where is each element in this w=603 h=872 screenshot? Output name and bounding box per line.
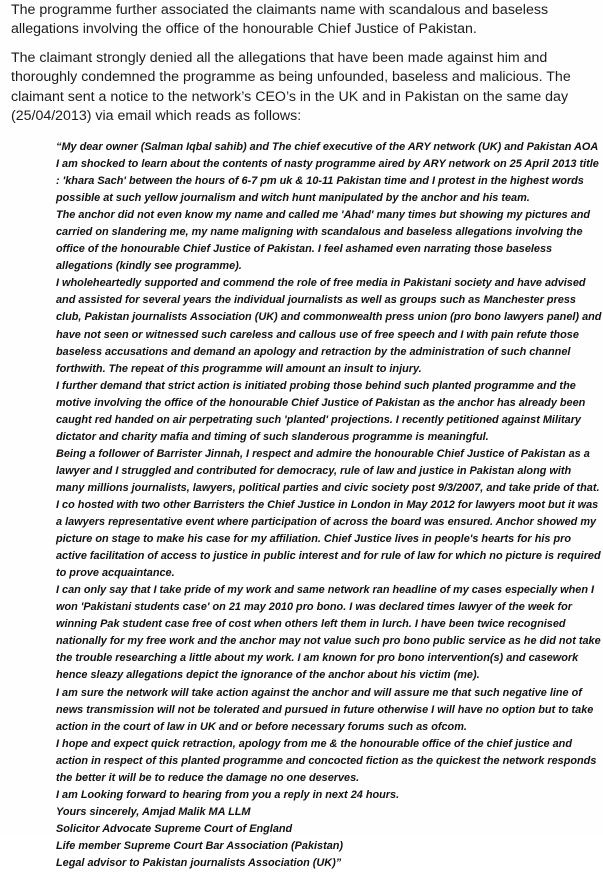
- quote-paragraph-jinnah: Being a follower of Barrister Jinnah, I respect and admire the honourable Chief Justice of Pakistan as a lawyer and I struggled and contributed for democracy, rule of law and justice in Pakistan along with many millions journalists, lawyers, political parties and civic society post 9/3/2007, and take pride of that. I co hosted with two other Barristers the Chief Justice in London in May 2012 for lawyers moot but it was a lawyers representative event where participation of across the board was ensured. Anchor showed my picture on stage to make his case for my affiliation. Chief Justice lives in people's hearts for his pro active facilitation of access to justice in public interest and for rule of law for which no picture is required to prove acquaintance.: [56, 447, 601, 580]
- signature-title-bar-association: Life member Supreme Court Bar Association (Pakistan): [56, 839, 344, 852]
- quote-paragraph-looking-forward: I am Looking forward to hearing from you a reply in next 24 hours.: [56, 788, 400, 801]
- quote-paragraph-opening: “My dear owner (Salman Iqbal sahib) and The chief executive of the ARY network (UK) and Pakistan AOA I am shocked to learn about the contents of nasty programme aired by ARY network on 25 April 2013 title : 'khara Sach' between the hours of 6-7 pm uk & 10-11 Pakistan time and I protest in the highest words possible at such yellow journalism and witch hunt manipulated by the anchor and his team.: [56, 141, 599, 205]
- signature-line: Yours sincerely, Amjad Malik MA LLM: [56, 805, 251, 818]
- quote-paragraph-anchor: The anchor did not even know my name and called me 'Ahad' many times but showing my pictures and carried on slandering me, my name maligning with scandalous and baseless allegations involving the office of the honourable Chief Justice of Pakistan. I feel ashamed even narrating those baseless allegations (kindly see programme).: [56, 209, 591, 273]
- quote-paragraph-action: I am sure the network will take action against the anchor and will assure me that such negative line of news transmission will not be tolerated and pursued in future otherwise I will have no option but to take action in the court of law in UK and or before necessary forums such as ofcom.: [56, 686, 594, 733]
- intro-paragraph-denial: The claimant strongly denied all the allegations that have been made against him and thoroughly condemned the programme as being unfounded, baseless and malicious. The claimant sent a notice to the network’s CEO’s in the UK and in Pakistan on the same day (25/04/2013) via email which reads as follows:: [11, 50, 571, 124]
- quote-paragraph-pride: I can only say that I take pride of my work and same network ran headline of my cases especially when I won 'Pakistani students case' on 21 may 2010 pro bono. I was declared times lawyer of the week for winning Pak student case free of cost when others left them in lurch. I have been twice recognised nationally for my free work and the anchor may not value such pro bono public service as he did not take the trouble researching a little about my work. I am known for pro bono intervention(s) and casework hence sleazy allegations depict the ignorance of the anchor about his victim (me).: [56, 584, 601, 682]
- email-quote-block: [56, 139, 602, 872]
- signature-title-solicitor: Solicitor Advocate Supreme Court of England: [56, 822, 293, 835]
- signature-title-legal-advisor: Legal advisor to Pakistan journalists Association (UK)”: [56, 856, 342, 869]
- quote-paragraph-demand: I further demand that strict action is initiated probing those behind such planted programme and the motive involving the office of the honourable Chief Justice of Pakistan as the anchor has already been caught red handed on air perpetrating such 'planted' projections. I recently petitioned against Military dictator and charity mafia and timing of such slanderous programme is meaningful.: [56, 379, 586, 443]
- quote-paragraph-retraction: I hope and expect quick retraction, apology from me & the honourable office of the chief justice and action in respect of this planted programme and concocted fiction as the quickest the network responds the better it will be to reduce the damage no one deserves.: [56, 737, 597, 784]
- intro-paragraph-allegations: The programme further associated the claimants name with scandalous and baseless allegations involving the office of the honourable Chief Justice of Pakistan.: [11, 2, 549, 38]
- quote-paragraph-free-media: I wholeheartedly supported and commend the role of free media in Pakistani society and have advised and assisted for several years the individual journalists as well as groups such as Manchester press club, Pakistan journalists Association (UK) and commonwealth press union (pro bono lawyers panel) and have not seen or witnessed such careless and callous use of free speech and I with pain refute those baseless accusations and demand an apology and retraction by the administration of such channel forthwith. The repeat of this programme will amount an insult to injury.: [56, 277, 602, 375]
